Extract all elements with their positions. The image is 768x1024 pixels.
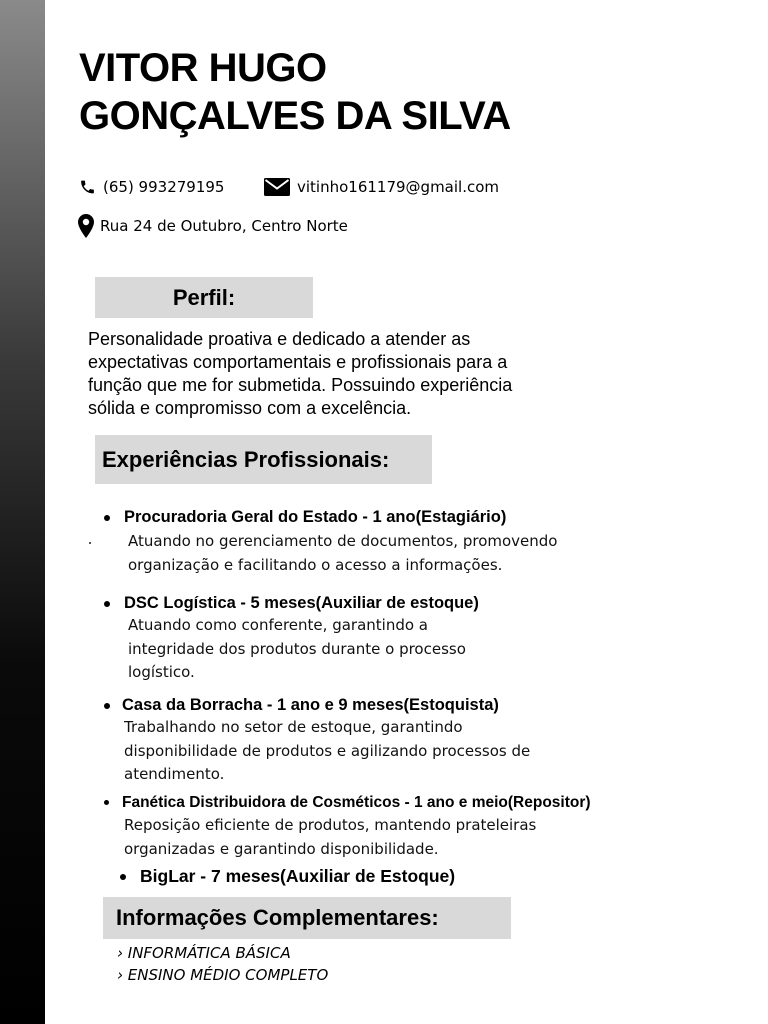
- name-line-1: VITOR HUGO: [79, 46, 327, 90]
- bullet-icon: [104, 800, 109, 805]
- bullet-icon: [104, 601, 110, 607]
- job-description-line: logístico.: [128, 663, 195, 681]
- bullet-icon: [104, 703, 110, 709]
- name-line-2: GONÇALVES DA SILVA: [79, 94, 511, 138]
- decorative-side-bar: [0, 0, 45, 1024]
- complementary-heading-box: [103, 897, 511, 939]
- job-description-line: atendimento.: [124, 765, 225, 783]
- experience-heading: Experiências Profissionais:: [102, 446, 390, 472]
- bullet-icon: [120, 874, 126, 880]
- complementary-item: › INFORMÁTICA BÁSICA: [117, 944, 291, 962]
- profile-heading-box: [95, 277, 313, 318]
- job-description-line: Trabalhando no setor de estoque, garantindo: [124, 718, 463, 736]
- job-entry-4: [104, 792, 724, 861]
- envelope-icon: [264, 178, 290, 196]
- contact-phone: [79, 178, 224, 196]
- bullet-icon: [104, 515, 110, 521]
- profile-summary: [88, 328, 608, 420]
- profile-heading: Perfil:: [172, 284, 236, 310]
- job-description-line: Atuando como conferente, garantindo a: [128, 616, 428, 634]
- contact-email: [264, 178, 499, 196]
- street-address: Rua 24 de Outubro, Centro Norte: [100, 217, 348, 235]
- experience-heading-box: [95, 435, 432, 484]
- job-entry-3: [104, 694, 724, 787]
- profile-line: função que me for submetida. Possuindo experiência: [88, 375, 513, 395]
- job-description-line: integridade dos produtos durante o processo: [128, 639, 466, 658]
- candidate-name: [79, 44, 719, 140]
- complementary-heading: Informações Complementares:: [116, 905, 439, 930]
- job-description-line: Atuando no gerenciamento de documentos, promovendo: [128, 532, 558, 550]
- job-title: Fanética Distribuidora de Cosméticos - 1 ano e meio(Repositor): [122, 794, 591, 811]
- job-title: DSC Logística - 5 meses(Auxiliar de estoque): [124, 594, 479, 612]
- job-title: BigLar - 7 meses(Auxiliar de Estoque): [140, 866, 456, 886]
- phone-icon: [79, 178, 96, 196]
- job-entry-1: [104, 506, 724, 577]
- complementary-item: › ENSINO MÉDIO COMPLETO: [117, 966, 329, 984]
- job-entry-5: [120, 865, 740, 887]
- job-description-line: organizadas e garantindo disponibilidade.: [124, 839, 439, 858]
- email-address: vitinho161179@gmail.com: [297, 178, 500, 196]
- job-description-line: disponibilidade de produtos e agilizando processos de: [124, 741, 531, 760]
- profile-line: sólida e compromisso com a excelência.: [88, 398, 412, 418]
- profile-line: expectativas comportamentais e profissionais para a: [88, 352, 508, 372]
- job-title: Casa da Borracha - 1 ano e 9 meses(Estoquista): [122, 696, 499, 714]
- stray-dot: [89, 542, 91, 544]
- profile-line: Personalidade proativa e dedicado a atender as: [88, 329, 471, 349]
- job-title: Procuradoria Geral do Estado - 1 ano(Estagiário): [124, 508, 507, 526]
- job-description-line: Reposição eficiente de produtos, mantendo prateleiras: [124, 816, 537, 834]
- phone-number: (65) 993279195: [103, 178, 225, 196]
- job-description-line: organização e facilitando o acesso a informações.: [128, 555, 503, 574]
- map-pin-icon: [78, 214, 94, 238]
- job-entry-2: [104, 592, 724, 685]
- complementary-list: [117, 942, 328, 986]
- contact-address: [78, 214, 348, 238]
